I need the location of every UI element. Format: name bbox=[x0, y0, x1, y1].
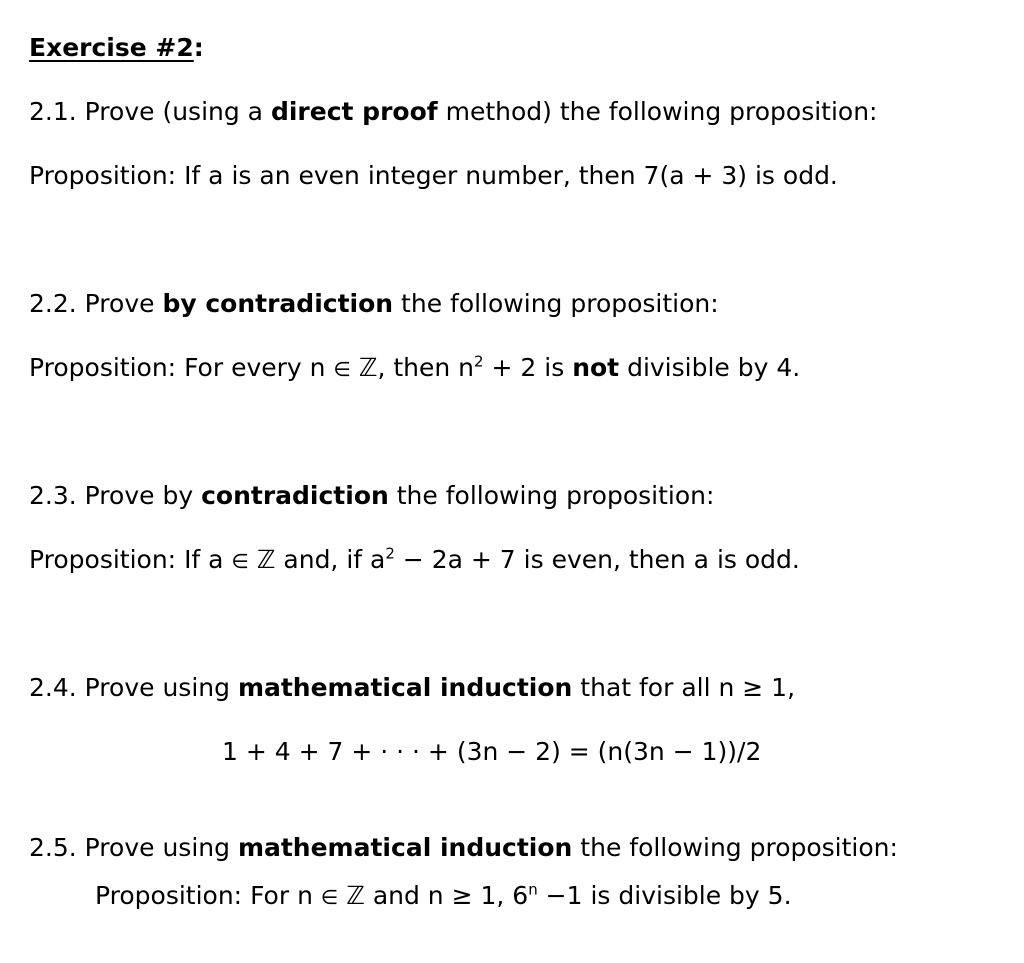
proposition-label: Proposition: bbox=[29, 161, 177, 190]
item-2-2-prompt bbox=[29, 288, 719, 320]
prompt-method: mathematical induction bbox=[237, 833, 573, 862]
proposition-label: Proposition: bbox=[95, 881, 243, 910]
prompt-method: mathematical induction bbox=[237, 673, 573, 702]
proposition-label: Proposition: bbox=[29, 353, 177, 382]
item-2-5-proposition bbox=[95, 880, 792, 913]
induction-formula: 1 + 4 + 7 + · · · + (3n − 2) = (n(3n − 1))/2 bbox=[222, 737, 762, 766]
prompt-method: contradiction bbox=[201, 481, 389, 510]
prompt-method: direct proof bbox=[270, 97, 438, 126]
item-number: 2.2. bbox=[29, 289, 77, 318]
proposition-text: If a is an even integer number, then 7(a + 3) is odd. bbox=[184, 161, 838, 190]
proposition-text: divisible by 4. bbox=[619, 353, 801, 382]
proposition-label: Proposition: bbox=[29, 545, 177, 574]
integers-symbol: ℤ bbox=[358, 353, 378, 382]
integers-symbol: ℤ bbox=[346, 881, 365, 910]
prompt-text: Prove bbox=[84, 289, 163, 318]
exponent: n bbox=[528, 880, 538, 899]
item-2-4-prompt bbox=[29, 672, 795, 704]
proposition-text: If a bbox=[184, 545, 232, 574]
exponent: 2 bbox=[474, 352, 484, 371]
item-2-5-prompt bbox=[29, 832, 898, 864]
element-of-symbol: ∈ bbox=[231, 549, 249, 573]
item-2-1-prompt bbox=[29, 96, 877, 128]
item-2-3-prompt bbox=[29, 480, 714, 512]
item-2-1-proposition bbox=[29, 160, 838, 192]
prompt-text: Prove using bbox=[84, 673, 238, 702]
exercise-title: Exercise #2 bbox=[29, 33, 194, 62]
proposition-text: For n bbox=[250, 881, 321, 910]
prompt-text: Prove by bbox=[84, 481, 202, 510]
prompt-text-end: method) the following proposition: bbox=[437, 97, 878, 126]
item-number: 2.1. bbox=[29, 97, 77, 126]
prompt-text: Prove (using a bbox=[84, 97, 271, 126]
prompt-text-end: the following proposition: bbox=[388, 481, 715, 510]
proposition-text: + 2 is bbox=[483, 353, 573, 382]
integers-symbol: ℤ bbox=[256, 545, 276, 574]
prompt-text: Prove using bbox=[84, 833, 238, 862]
proposition-text: − 2a + 7 is even, then a is odd. bbox=[394, 545, 800, 574]
element-of-symbol: ∈ bbox=[320, 885, 339, 909]
prompt-text-end: the following proposition: bbox=[572, 833, 898, 862]
exercise-heading bbox=[29, 32, 204, 64]
proposition-text: −1 is divisible by 5. bbox=[537, 881, 792, 910]
item-number: 2.4. bbox=[29, 673, 77, 702]
proposition-text: , then n bbox=[377, 353, 475, 382]
prompt-text-end: that for all n ≥ 1, bbox=[572, 673, 796, 702]
proposition-text: and n ≥ 1, 6 bbox=[364, 881, 529, 910]
item-2-4-formula bbox=[222, 736, 761, 768]
exercise-title-colon: : bbox=[193, 33, 204, 62]
prompt-method: by contradiction bbox=[162, 289, 394, 318]
element-of-symbol: ∈ bbox=[333, 357, 351, 381]
prompt-text-end: the following proposition: bbox=[393, 289, 719, 318]
exponent: 2 bbox=[385, 544, 395, 563]
item-2-2-proposition bbox=[29, 352, 800, 385]
proposition-text: For every n bbox=[184, 353, 334, 382]
item-number: 2.3. bbox=[29, 481, 77, 510]
item-2-3-proposition bbox=[29, 544, 800, 577]
proposition-emphasis: not bbox=[572, 353, 620, 382]
item-number: 2.5. bbox=[29, 833, 77, 862]
proposition-text: and, if a bbox=[275, 545, 386, 574]
